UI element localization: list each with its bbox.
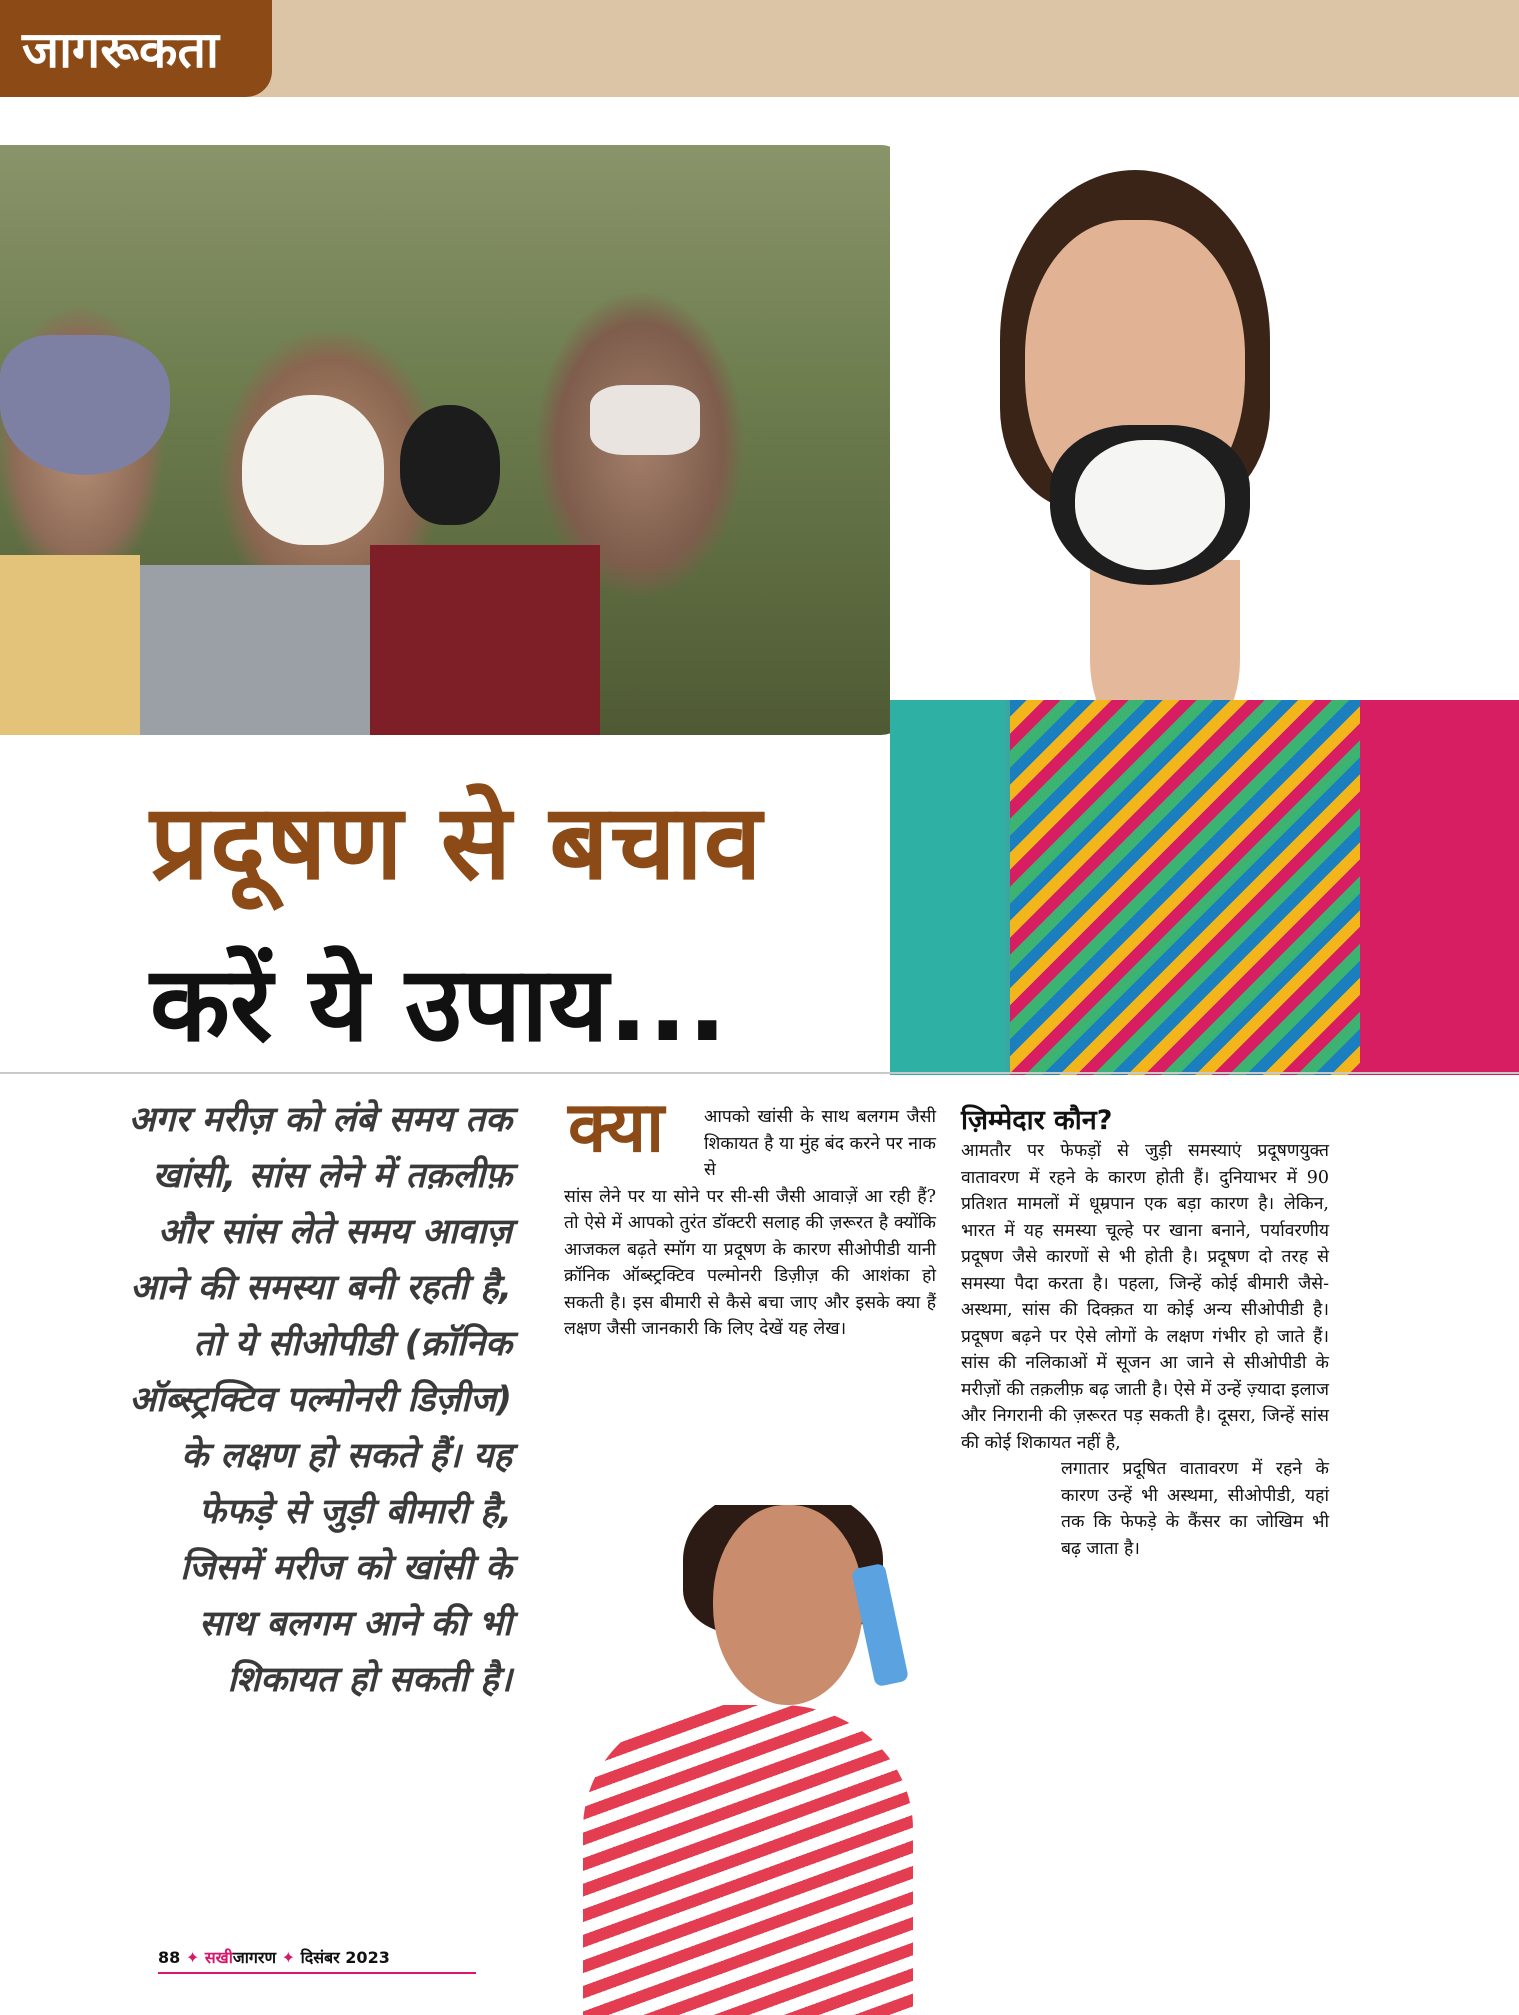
- page-footer: [158, 1946, 390, 1968]
- section-label: जागरूकता: [22, 21, 219, 79]
- page-number: 88: [158, 1948, 181, 1967]
- responsible-body: आमतौर पर फेफड़ों से जुड़ी समस्याएं प्रदूषणयुक्त वातावरण में रहने के कारण होती हैं। दुनियाभर में 90 प्रतिशत मामलों में धूम्रपान एक बड़ा कारण है। लेकिन, भारत में यह समस्या चूल्हे पर खाना बनाने, पर्यावरणीय प्रदूषण जैसे कारणों से भी होती है। प्रदूषण दो तरह से समस्या पैदा करता है। पहला, जिन्हें कोई बीमारी जैसे-अस्थमा, सांस की दिक्क़त या कोई अन्य सीओपीडी है। प्रदूषण बढ़ने पर ऐसे लोगों के लक्षण गंभीर हो जाते हैं। सांस की नलिकाओं में सूजन आ जाने से सीओपीडी के मरीज़ों की तक़लीफ़ बढ़ जाती है। ऐसे में उन्हें ज़्यादा इलाज और निगरानी की ज़रूरत पड़ सकती है। दूसरा, जिन्हें सांस की कोई शिकायत नहीं है,: [961, 1141, 1329, 1453]
- responsible-column: [961, 1138, 1329, 1562]
- photo-people-in-masks: [0, 145, 907, 735]
- brand-prefix: सखी: [204, 1948, 233, 1967]
- intro-lead: आपको खांसी के साथ बलगम जैसी शिकायत है या मुंह बंद करने पर नाक से: [704, 1107, 936, 1180]
- star-icon: ✦: [281, 1948, 296, 1967]
- headline-line2: करें ये उपाय...: [150, 943, 727, 1065]
- intro-column: [564, 1104, 936, 1343]
- intro-body: सांस लेने पर या सोने पर सी-सी जैसी आवाज़ें आ रही हैं? तो ऐसे में आपको तुरंत डॉक्टरी सलाह की ज़रूरत है क्योंकि आजकल बढ़ते स्मॉग या प्रदूषण के कारण सीओपीडी यानी क्रॉनिक ऑब्स्ट्रक्टिव पल्मोनरी डिज़ीज़ की आशंका हो सकती है। इस बीमारी से कैसे बचा जाए और इसके क्या हैं लक्षण जैसी जानकारी कि लिए देखें यह लेख।: [564, 1186, 936, 1339]
- star-icon: ✦: [185, 1948, 200, 1967]
- section-heading: ज़िम्मेदार कौन?: [961, 1105, 1113, 1136]
- pull-quote: अगर मरीज़ को लंबे समय तक खांसी, सांस लेने में तक़लीफ़ और सांस लेते समय आवाज़ आने की समस्या बनी रहती है, तो ये सीओपीडी (क्रॉनिक ऑब्स्ट्रक्टिव पल्मोनरी डिज़ीज) के लक्षण हो सकते हैं। यह फेफड़े से जुड़ी बीमारी है, जिसमें मरीज को खांसी के साथ बलगम आने की भी शिकायत हो सकती है।: [128, 1100, 512, 1700]
- brand-name: जागरण: [232, 1948, 277, 1967]
- responsible-tail: लगातार प्रदूषित वातावरण में रहने के कारण उन्हें भी अस्थमा, सीओपीडी, यहां तक कि फेफड़े के कैंसर का जोखिम भी बढ़ जाता है।: [1061, 1459, 1329, 1559]
- photo-woman-using-inhaler: [563, 1505, 1009, 2015]
- issue-date: दिसंबर 2023: [300, 1948, 390, 1967]
- footer-rule: [158, 1972, 476, 1974]
- section-tab: [0, 0, 272, 97]
- photo-woman-with-mask: [890, 140, 1519, 1075]
- divider: [0, 1072, 1519, 1074]
- headline-line1: प्रदूषण से बचाव: [150, 781, 763, 903]
- drop-cap: क्या: [568, 1086, 665, 1168]
